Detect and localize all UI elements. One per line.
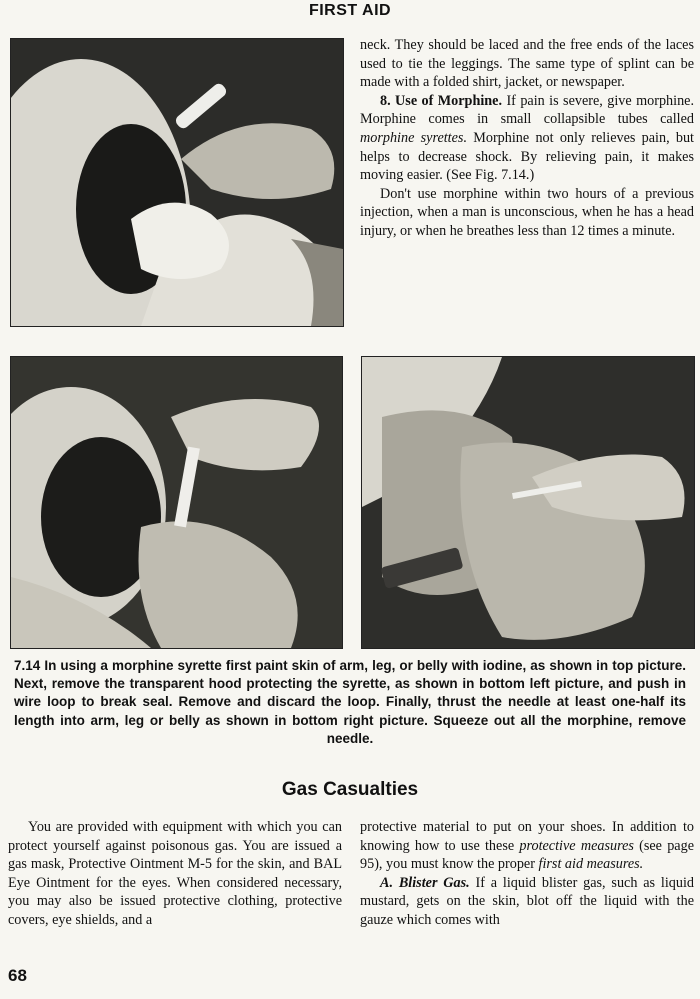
paragraph-use-of-morphine: 8. Use of Morphine. If pain is severe, give morphine. Morphine comes in small collapsible tubes called morphine syrettes. Morphine not only relieves pain, but helps to decrease shock. By relieving pain, it makes moving easier. (See Fig. 7.14.) <box>360 92 695 184</box>
page-number: 68 <box>8 966 27 985</box>
body-text-right-top <box>360 36 694 241</box>
heading-blister-gas: A. Blister Gas. <box>380 874 470 891</box>
figure-caption: 7.14 In using a morphine syrette first paint skin of arm, leg, or belly with iodine, as shown in top picture. Next, remove the transparent hood protecting the syrette, as shown in bottom left picture, and push in wire loop to break seal. Remove and discard the loop. Finally, thrust the needle at least one-half its length into arm, leg or belly as shown in bottom right picture. Squeeze out all the morphine, remove needle. <box>14 658 686 746</box>
photo-insert-needle <box>361 356 695 649</box>
photo-iodine-application <box>10 38 344 327</box>
body-text-bottom-right <box>360 818 694 930</box>
paragraph-gas-equipment: You are provided with equipment with which you can protect yourself against poisonous gas. You are issued a gas mask, Protective Ointment M-5 for the skin, and BAL Eye Ointment for the eyes. When considered necessary, you may also be issued protective clothing, protective covers, eye shields, and a <box>8 819 342 928</box>
term-morphine-syrettes: morphine syrettes. <box>360 129 467 146</box>
body-text-bottom-left <box>8 818 342 930</box>
paragraph-morphine-warning: Don't use morphine within two hours of a previous injection, when a man is unconscious, when he has a head injury, or when he breathes less than 12 times a minute. <box>360 185 694 239</box>
paragraph-protective-material: protective material to put on your shoes. In addition to knowing how to use these protective measures (see page 95), you must know the proper first aid measures. <box>360 819 694 873</box>
photo-remove-hood <box>10 356 343 649</box>
term-first-aid-measures: first aid measures. <box>538 856 644 873</box>
section-title: Gas Casualties <box>281 779 419 800</box>
paragraph-blister-gas: A. Blister Gas. If a liquid blister gas, such as liquid mustard, gets on the skin, blot off the liquid with the gauze which comes with <box>360 874 694 928</box>
running-header: FIRST AID <box>308 2 392 19</box>
paragraph-splint: neck. They should be laced and the free ends of the laces used to tie the leggings. The same type of splint can be made with a folded shirt, jacket, or newspaper. <box>360 37 694 91</box>
term-protective-measures: protective measures <box>519 837 634 854</box>
heading-use-of-morphine: 8. Use of Morphine. <box>380 92 503 109</box>
